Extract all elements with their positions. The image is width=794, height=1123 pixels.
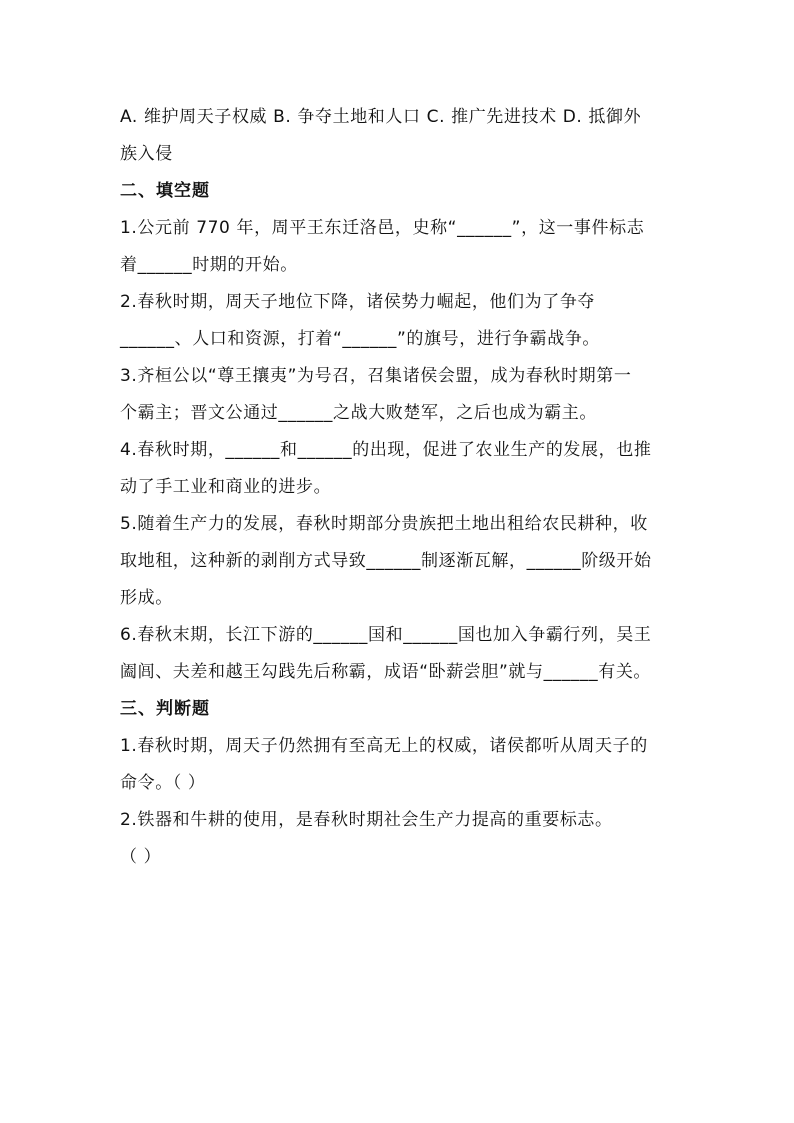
fill-question-3: 3.齐桓公以“尊王攘夷”为号召，召集诸侯会盟，成为春秋时期第一	[120, 366, 632, 386]
fill-question-4-continued: 动了手工业和商业的进步。	[120, 477, 332, 497]
fill-question-1-continued: 着______时期的开始。	[120, 255, 298, 275]
document-body	[120, 99, 680, 876]
judge-question-2-continued: （ ）	[120, 847, 162, 867]
fill-question-2: 2.春秋时期，周天子地位下降，诸侯势力崛起，他们为了争夺	[120, 292, 596, 312]
option-line: A. 维护周天子权威 B. 争夺土地和人口 C. 推广先进技术 D. 抵御外	[120, 107, 642, 127]
option-line-continued: 族入侵	[120, 144, 173, 164]
section-heading-true-false: 三、判断题	[120, 699, 210, 719]
fill-question-6-continued: 阖闾、夫差和越王勾践先后称霸，成语“卧薪尝胆”就与______有关。	[120, 662, 652, 682]
judge-question-1-continued: 命令。（ ）	[120, 773, 206, 793]
judge-question-1: 1.春秋时期，周天子仍然拥有至高无上的权威，诸侯都听从周天子的	[120, 736, 648, 756]
section-heading-fill-blank: 二、填空题	[120, 181, 210, 201]
fill-question-6: 6.春秋末期，长江下游的______国和______国也加入争霸行列，吴王	[120, 625, 652, 645]
fill-question-5: 5.随着生产力的发展，春秋时期部分贵族把土地出租给农民耕种，收	[120, 514, 648, 534]
fill-question-1: 1.公元前 770 年，周平王东迁洛邑，史称“______”，这一事件标志	[120, 218, 645, 238]
fill-question-5-end: 形成。	[120, 588, 173, 608]
fill-question-3-continued: 个霸主；晋文公通过______之战大败楚军，之后也成为霸主。	[120, 403, 597, 423]
judge-question-2: 2.铁器和牛耕的使用，是春秋时期社会生产力提高的重要标志。	[120, 810, 613, 830]
fill-question-5-continued: 取地租，这种新的剥削方式导致______制逐渐瓦解，______阶级开始	[120, 551, 652, 571]
fill-question-2-continued: ______、人口和资源，打着“______”的旗号，进行争霸战争。	[120, 329, 601, 349]
fill-question-4: 4.春秋时期，______和______的出现，促进了农业生产的发展，也推	[120, 440, 652, 460]
